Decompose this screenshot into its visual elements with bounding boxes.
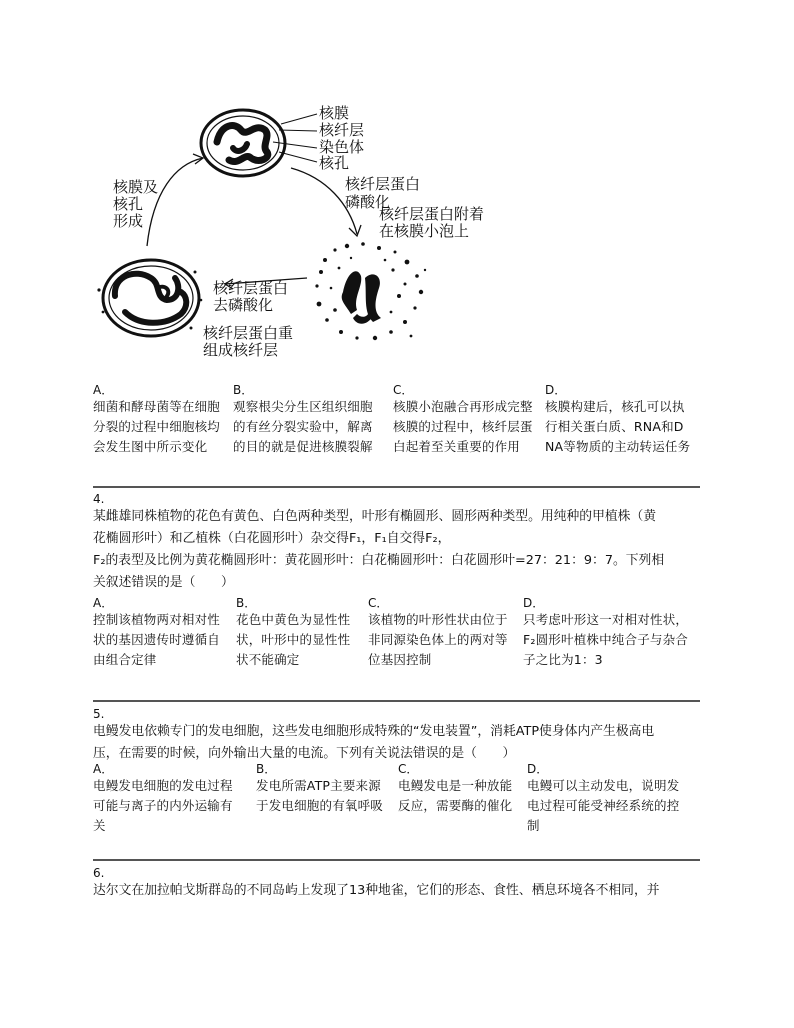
label-formation-2: 核孔 [113,195,144,213]
q4-options [93,596,713,676]
label-attach-2: 在核膜小泡上 [379,222,470,240]
question-6 [93,866,708,902]
line: 控制该植物两对相对性 [93,612,221,627]
intact-nucleus [201,110,285,176]
line: 会发生图中所示变化 [93,439,208,454]
line: 的有丝分裂实验中，解离 [233,419,373,434]
q5-option-a[interactable] [93,762,253,836]
line: 状的基因遗传时遵循自 [93,632,221,647]
q4-option-d-letter: D． [523,596,545,610]
q3-option-b-letter: B． [233,383,254,397]
line: 关 [93,818,106,833]
q4-option-b-text [236,610,366,670]
line: 电鳗发电是一种放能 [398,778,513,793]
label-dephos-1: 核纤层蛋白 [213,279,289,297]
q5-option-d-letter: D． [527,762,549,776]
label-reassemble-2: 组成核纤层 [203,341,279,359]
label-nuclear-lamina: 核纤层 [319,121,365,139]
label-formation-3: 形成 [113,212,144,230]
label-formation-1: 核膜及 [113,178,159,196]
question-4 [93,492,708,594]
line: 分裂的过程中细胞核均 [93,419,221,434]
q3-option-a[interactable] [93,383,243,457]
q4-option-d-text [523,610,703,670]
q3-option-a-text [93,397,243,457]
line: 电鳗发电细胞的发电过程 [93,778,233,793]
question-5 [93,707,708,765]
q6-stem [93,880,708,902]
line: 电过程可能受神经系统的控 [527,798,680,813]
line: 观察根尖分生区组织细胞 [233,399,373,414]
stem-line: 花椭圆形叶）和乙植株（白花圆形叶）杂交得F₁，F₁自交得F₂， [93,531,451,546]
line: 反应，需要酶的催化 [398,798,513,813]
line: 状，叶形中的显性性 [236,632,351,647]
line: 状不能确定 [236,652,300,667]
q5-option-c[interactable] [398,762,533,816]
label-nuclear-membrane: 核膜 [319,104,350,122]
q4-option-c-text [368,610,523,670]
q3-option-d[interactable] [545,383,705,457]
q5-option-c-letter: C． [398,762,419,776]
line: 子之比为1：3 [523,652,603,667]
divider [93,486,700,488]
q4-option-a-letter: A． [93,596,114,610]
q4-option-c[interactable] [368,596,523,670]
line: 该植物的叶形性状由位于 [368,612,508,627]
line: 花色中黄色为显性性 [236,612,351,627]
q5-number: 5. [93,707,105,721]
line: 可能与离子的内外运输有 [93,798,233,813]
line: 行相关蛋白质、RNA和D [545,419,684,434]
reforming-nucleus [103,260,199,336]
label-phosphorylation-2: 磷酸化 [345,193,391,211]
q3-option-a-letter: A． [93,383,114,397]
line: 核膜构建后，核孔可以执 [545,399,685,414]
q3-option-d-letter: D． [545,383,567,397]
line: 的目的就是促进核膜裂解 [233,439,373,454]
q4-stem [93,506,708,594]
stem-line: 某雌雄同株植物的花色有黄色、白色两种类型，叶形有椭圆形、圆形两种类型。用纯种的甲植株（黄 [93,509,657,524]
line: 白起着至关重要的作用 [393,439,521,454]
q5-stem [93,721,708,765]
q4-option-d[interactable] [523,596,703,670]
label-dephos-2: 去磷酸化 [213,296,274,314]
q4-option-b[interactable] [236,596,366,670]
line: 位基因控制 [368,652,432,667]
line: 由组合定律 [93,652,157,667]
label-attach-1: 核纤层蛋白附着 [379,205,485,223]
line: 只考虑叶形这一对相对性状， [523,612,689,627]
line: 细菌和酵母菌等在细胞 [93,399,221,414]
q3-option-b[interactable] [233,383,388,457]
divider [93,700,700,702]
stem-line: F₂的表型及比例为黄花椭圆形叶：黄花圆形叶：白花椭圆形叶：白花圆形叶=27：21：9：7。下列相 [93,553,665,568]
label-chromosome: 染色体 [319,138,365,156]
line: NA等物质的主动转运任务 [545,439,691,454]
line: F₂圆形叶植株中纯合子与杂合 [523,632,689,647]
q6-number: 6. [93,866,105,880]
q3-option-c-text [393,397,548,457]
line: 核膜小泡融合再形成完整 [393,399,533,414]
q5-option-b-text [256,776,401,816]
q4-number: 4. [93,492,105,506]
stem-line: 压，在需要的时候，向外输出大量的电流。下列有关说法错误的是（ ） [93,746,516,761]
line: 电鳗可以主动发电，说明发 [527,778,680,793]
q5-option-d[interactable] [527,762,702,836]
stem-line: 关叙述错误的是（ ） [93,575,234,590]
q5-option-a-letter: A． [93,762,114,776]
line: 核膜的过程中，核纤层蛋 [393,419,533,434]
q5-options [93,762,713,842]
line: 于发电细胞的有氧呼吸 [256,798,384,813]
q3-option-c-letter: C． [393,383,414,397]
q4-option-a[interactable] [93,596,233,670]
q3-option-c[interactable] [393,383,548,457]
label-nuclear-pore: 核孔 [319,154,350,172]
q5-option-c-text [398,776,533,816]
q4-option-a-text [93,610,233,670]
divider [93,859,700,861]
q3-option-b-text [233,397,388,457]
q3-option-d-text [545,397,705,457]
label-phosphorylation-1: 核纤层蛋白 [345,175,421,193]
q3-options [93,383,713,463]
line: 制 [527,818,540,833]
line: 发电所需ATP主要来源 [256,778,381,793]
nuclear-cycle-diagram [95,100,485,365]
stem-line: 电鳗发电依赖专门的发电细胞，这些发电细胞形成特殊的“发电装置”，消耗ATP使身体内产生极高电 [93,724,655,739]
label-reassemble-1: 核纤层蛋白重 [203,324,294,342]
q4-option-c-letter: C． [368,596,389,610]
q4-option-b-letter: B． [236,596,257,610]
disassembling-nucleus [315,242,426,340]
line: 非同源染色体上的两对等 [368,632,508,647]
q5-option-a-text [93,776,253,836]
q5-option-d-text [527,776,702,836]
stem-line: 达尔文在加拉帕戈斯群岛的不同岛屿上发现了13种地雀，它们的形态、食性、栖息环境各不相同，并 [93,883,660,898]
q5-option-b-letter: B． [256,762,277,776]
q5-option-b[interactable] [256,762,401,816]
